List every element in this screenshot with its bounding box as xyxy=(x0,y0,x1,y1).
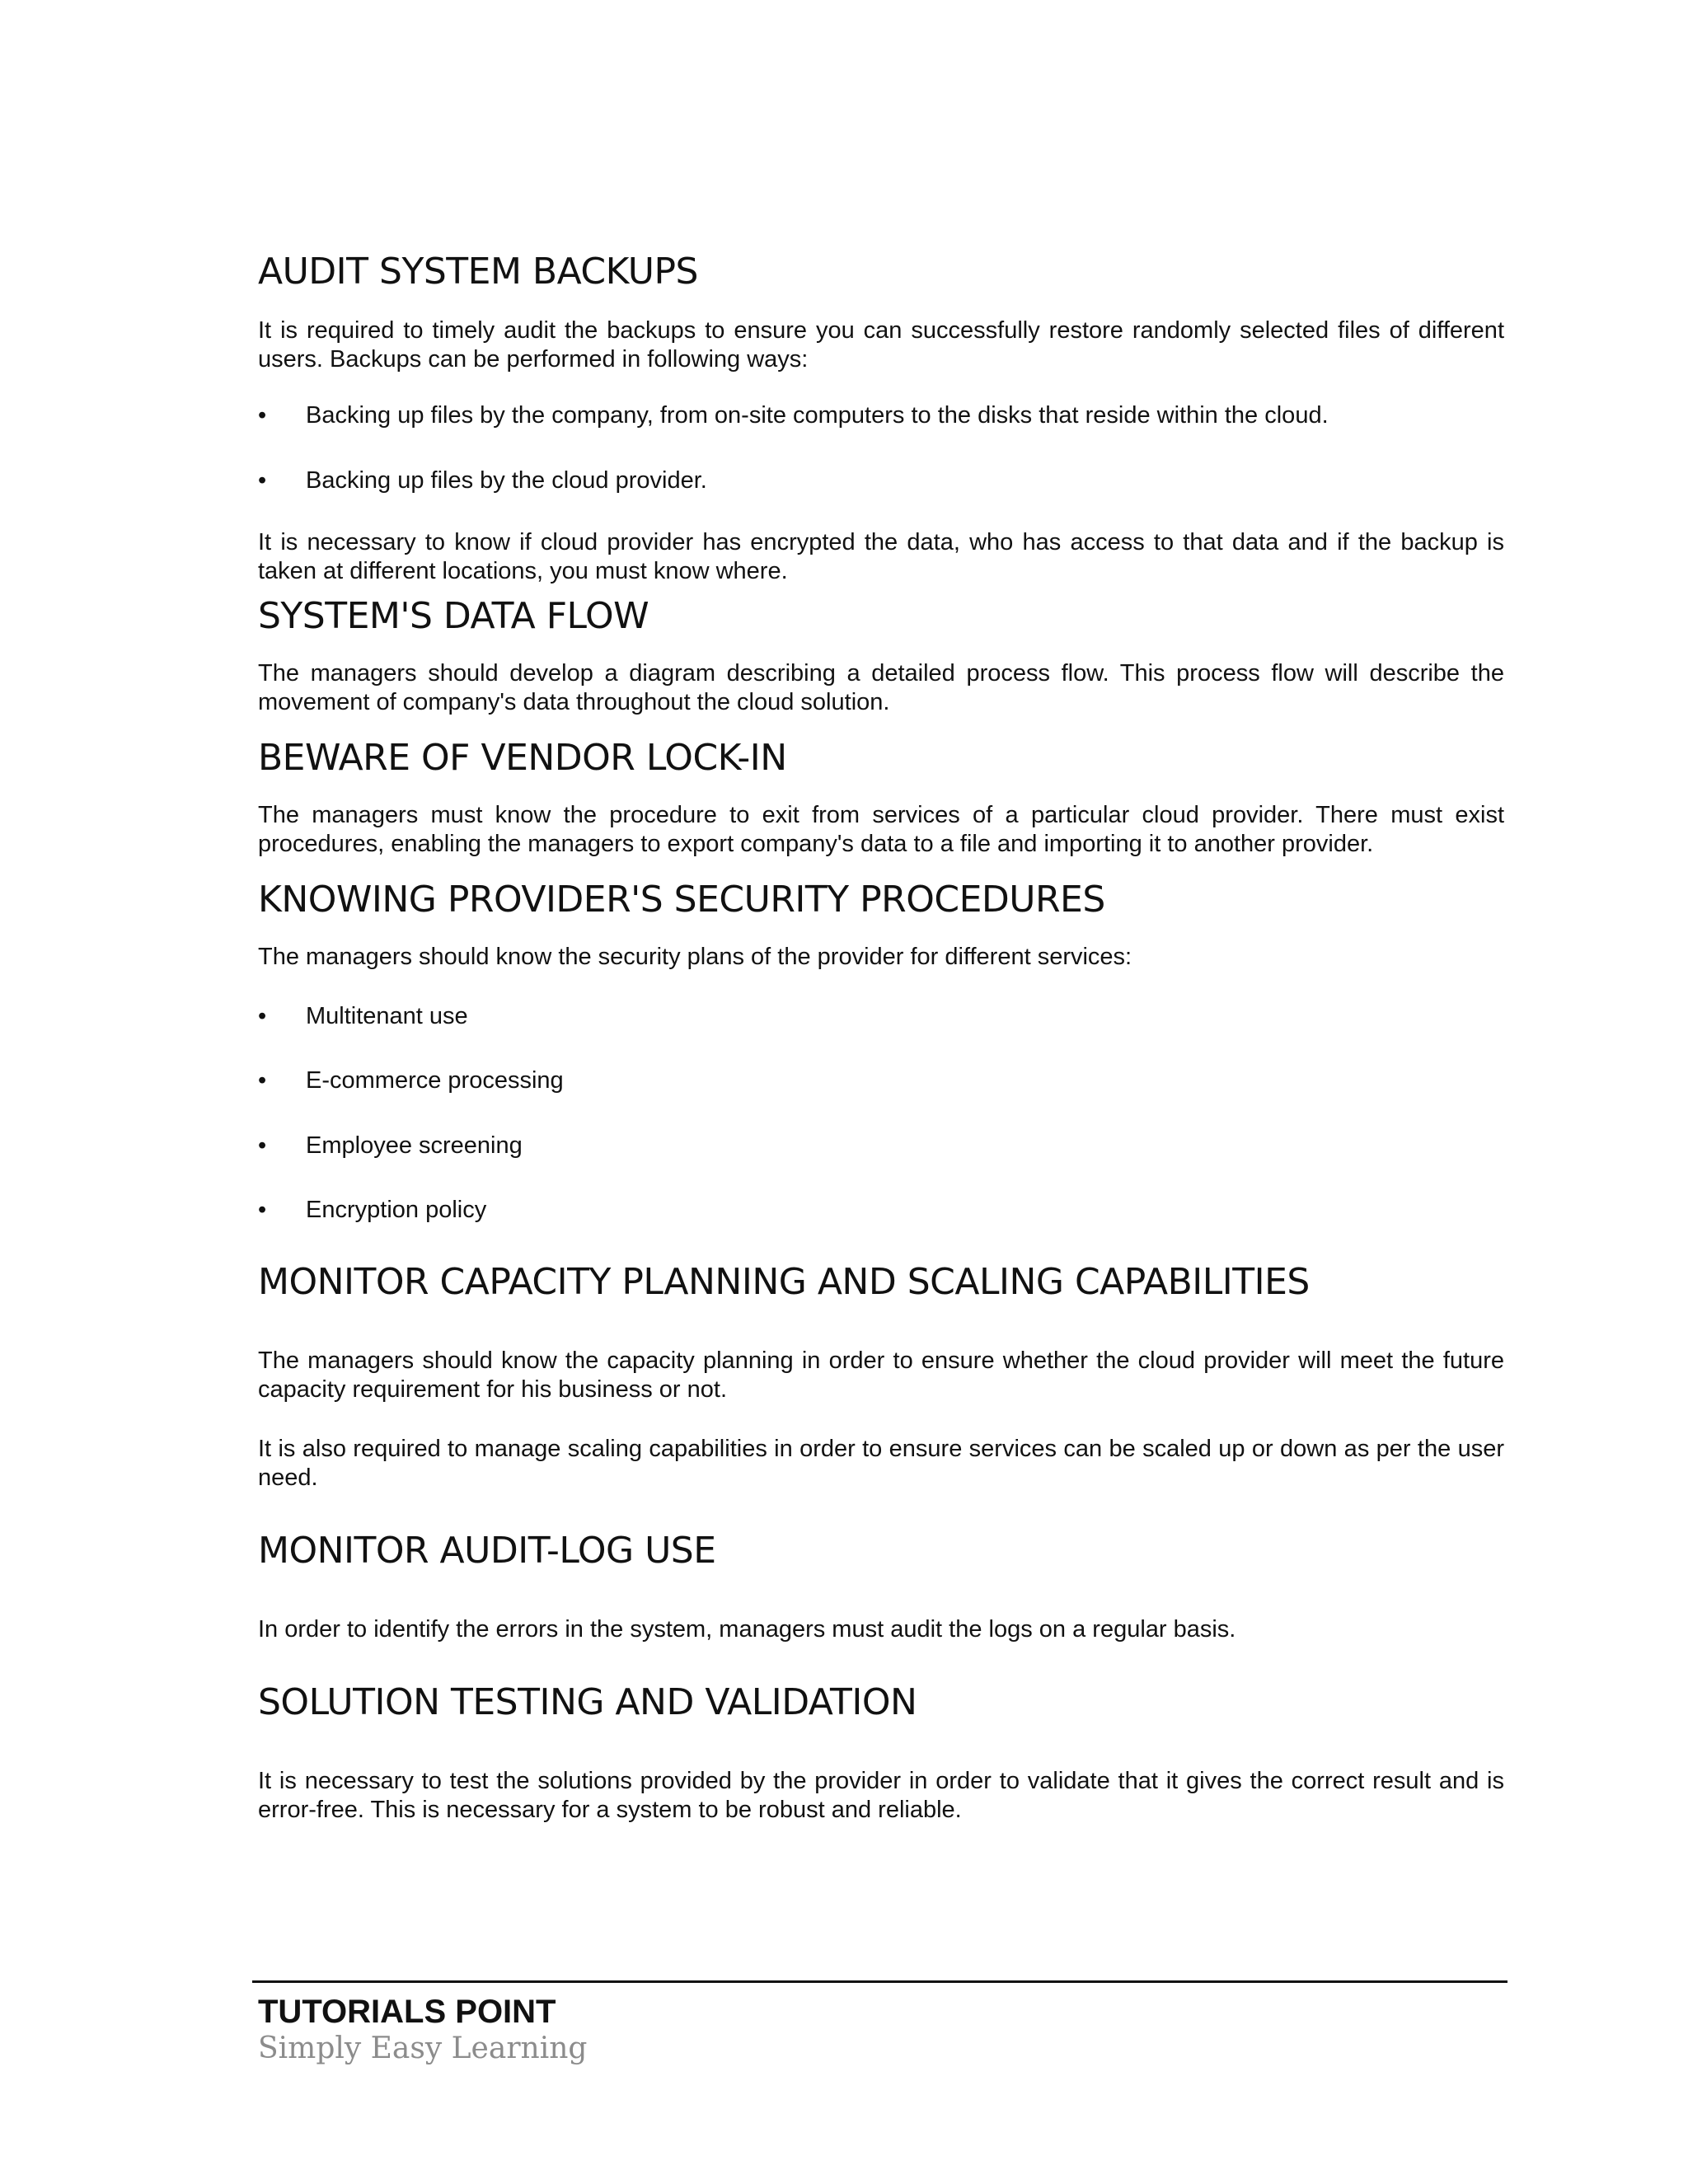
paragraph-security-intro: The managers should know the security plans of the provider for different services: xyxy=(258,944,1132,970)
bullet-text: Employee screening xyxy=(306,1132,523,1159)
paragraph-scaling-capabilities: It is also required to manage scaling capabilities in order to ensure services can be scaled up or down as per the user need. xyxy=(258,1436,1504,1491)
bullet-icon: • xyxy=(258,467,267,494)
footer-brand-tagline: Simply Easy Learning xyxy=(258,2032,588,2065)
heading-system-data-flow: SYSTEM'S DATA FLOW xyxy=(258,595,649,637)
paragraph-vendor-lock-in: The managers must know the procedure to exit from services of a particular cloud provider. There must exist procedures, enabling the managers to export company's data to a file and importing it to another provider. xyxy=(258,802,1504,857)
bullet-icon: • xyxy=(258,1067,267,1094)
heading-audit-log-use: MONITOR AUDIT-LOG USE xyxy=(258,1530,716,1572)
footer-divider xyxy=(252,1980,1507,1983)
paragraph-capacity-planning: The managers should know the capacity planning in order to ensure whether the cloud provider will meet the future capacity requirement for his business or not. xyxy=(258,1347,1504,1403)
bullet-text: Multitenant use xyxy=(306,1003,468,1029)
bullet-text: Backing up files by the cloud provider. xyxy=(306,467,707,494)
footer-brand-title: TUTORIALS POINT xyxy=(258,1994,556,2030)
paragraph-data-flow: The managers should develop a diagram describing a detailed process flow. This process flow will describe the movement of company's data throughout the cloud solution. xyxy=(258,660,1504,715)
heading-vendor-lock-in: BEWARE OF VENDOR LOCK-IN xyxy=(258,737,787,779)
heading-provider-security: KNOWING PROVIDER'S SECURITY PROCEDURES xyxy=(258,879,1105,921)
heading-testing-validation: SOLUTION TESTING AND VALIDATION xyxy=(258,1681,917,1723)
paragraph-audit-log-use: In order to identify the errors in the system, managers must audit the logs on a regular basis. xyxy=(258,1616,1236,1643)
heading-capacity-planning: MONITOR CAPACITY PLANNING AND SCALING CAPABILITIES xyxy=(258,1261,1310,1303)
bullet-text: E-commerce processing xyxy=(306,1067,564,1094)
bullet-text: Backing up files by the company, from on-site computers to the disks that reside within the cloud. xyxy=(306,402,1329,429)
bullet-icon: • xyxy=(258,1132,267,1159)
paragraph-testing-validation: It is necessary to test the solutions provided by the provider in order to validate that it gives the correct result and is error-free. This is necessary for a system to be robust and reliable. xyxy=(258,1768,1504,1823)
heading-audit-system-backups: AUDIT SYSTEM BACKUPS xyxy=(258,251,698,293)
paragraph-backups-intro: It is required to timely audit the backups to ensure you can successfully restore randomly selected files of different users. Backups can be performed in following ways: xyxy=(258,317,1504,373)
bullet-icon: • xyxy=(258,1197,267,1223)
bullet-icon: • xyxy=(258,402,267,429)
bullet-text: Encryption policy xyxy=(306,1197,487,1223)
bullet-icon: • xyxy=(258,1003,267,1029)
paragraph-backups-outro: It is necessary to know if cloud provider has encrypted the data, who has access to that data and if the backup is taken at different locations, you must know where. xyxy=(258,529,1504,584)
